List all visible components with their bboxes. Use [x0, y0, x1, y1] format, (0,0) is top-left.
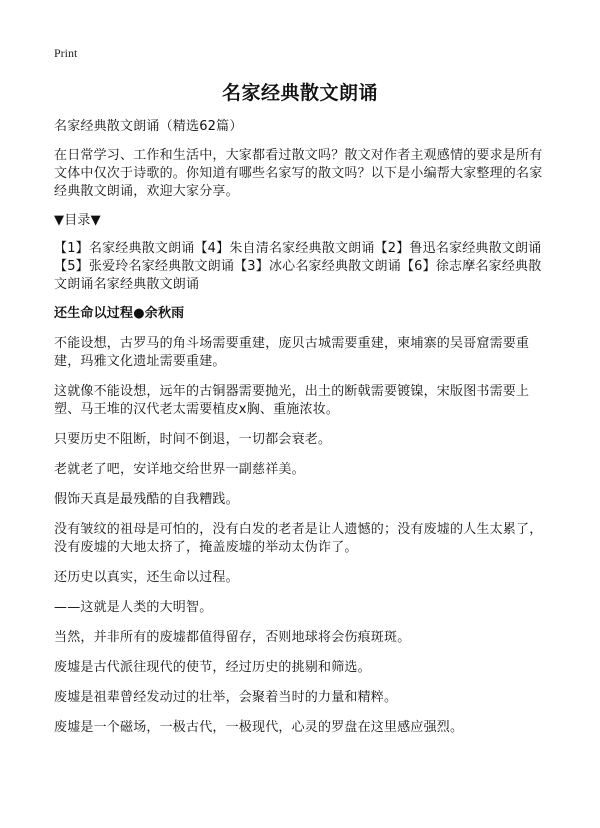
- page-title: 名家经典散文朗诵: [221, 82, 378, 104]
- body-paragraph: 废墟是祖辈曾经发动过的壮举，会聚着当时的力量和精粹。: [54, 690, 398, 705]
- body-paragraph: 假饰天真是最残酷的自我糟践。: [54, 492, 239, 507]
- intro-paragraph: 在日常学习、工作和生活中，大家都看过散文吗？散文对作者主观感情的要求是所有文体中仅次于诗歌的。你知道有哪些名家写的散文吗？以下是小编帮大家整理的名家经典散文朗诵，欢迎大家分享。: [54, 148, 543, 199]
- body-paragraph: 还历史以真实，还生命以过程。: [54, 570, 239, 585]
- print-label[interactable]: Print: [54, 46, 78, 60]
- body-paragraph: 不能设想，古罗马的角斗场需要重建，庞贝古城需要重建，柬埔寨的吴哥窟需要重建，玛雅文化遗址需要重建。: [54, 336, 530, 369]
- body-paragraph: 废墟是一个磁场，一极古代，一极现代，心灵的罗盘在这里感应强烈。: [54, 720, 464, 735]
- body-paragraph: 废墟是古代派往现代的使节，经过历史的挑剔和筛选。: [54, 660, 371, 675]
- body-paragraph: 这就像不能设想，远年的古铜器需要抛光，出土的断戟需要镀镍，宋版图书需要上塑、马王堆的汉代老太需要植皮x胸、重施浓妆。: [54, 384, 530, 417]
- body-paragraph: 只要历史不阻断，时间不倒退，一切都会衰老。: [54, 432, 332, 447]
- body-paragraph: 当然，并非所有的废墟都值得留存，否则地球将会伤痕斑斑。: [54, 630, 411, 645]
- body-paragraph: 老就老了吧，安详地交给世界一副慈祥美。: [54, 462, 305, 477]
- body-paragraph: ——这就是人类的大明智。: [54, 600, 213, 615]
- section-title: 还生命以过程●余秋雨: [54, 306, 185, 321]
- article-subtitle: 名家经典散文朗诵（精选62篇）: [54, 119, 243, 134]
- toc-heading: ▼目录▼: [54, 213, 101, 228]
- article-body: [54, 118, 550, 749]
- toc-list[interactable]: 【1】名家经典散文朗诵【4】朱自清名家经典散文朗诵【2】鲁迅名家经典散文朗诵【5】张爱玲名家经典散文朗诵【3】冰心名家经典散文朗诵【6】徐志摩名家经典散文朗诵名家经典散文朗诵: [54, 241, 542, 292]
- body-paragraph: 没有皱纹的祖母是可怕的，没有白发的老者是让人遗憾的；没有废墟的人生太累了，没有废墟的大地太挤了，掩盖废墟的举动太伪诈了。: [54, 522, 543, 555]
